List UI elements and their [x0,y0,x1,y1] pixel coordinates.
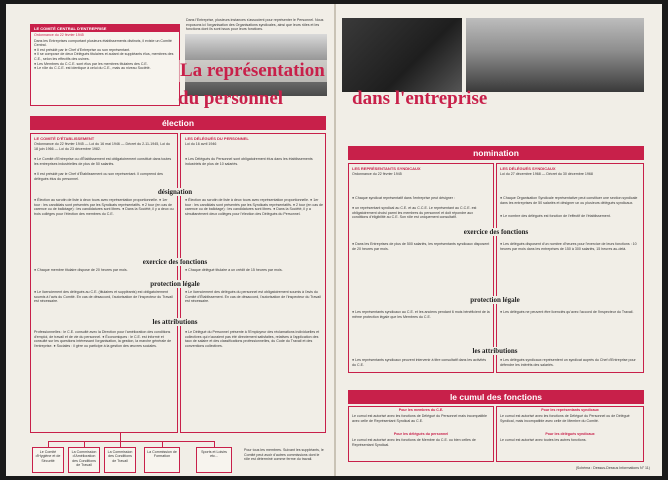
ds-exercice: ● Les délégués disposent d'un nombre d'heures pour l'exercice de leurs fonctions : 10 heures par mois dans les entreprises de 150 à 300 salariés, 15 heures au-delà. [500,242,637,251]
commission-box: Sports et Loisirs etc... [196,447,232,473]
intro-text: Dans l'Entreprise, plusieurs instances s'associent pour représenter le Personnel. Nous exposons ici l'organisation des Organisations syndicales, ainsi que leurs rôles et les fonctions dont ils sont issus pour leurs fonctions. [186,18,324,32]
cumul-text: Le cumul est autorisé avec les fonctions de Membre du C.E. ou bien celles de Représentant Syndical. [352,438,476,447]
ce-intro: ● Le Comité d'Entreprise ou d'Établissement est obligatoirement constitué dans toutes les entreprises industrielles de plus de 50 salariés. [34,157,172,166]
ds-protection: ● Les délégués ne peuvent être licenciés qu'avec l'accord de l'inspecteur du Travail. [500,310,634,314]
cc-line: Dans les Entreprises comportant plusieurs établissements distincts, il existe un Comité Central. [34,38,172,48]
photo-dark-room [342,18,462,92]
exercice-heading: exercice des fonctions [95,258,255,266]
cc-line: ● Le rôle du C.C.E. est identique à celui du C.E., mais au niveau Société. [34,66,151,71]
cc-line: ● Il se compose de deux Délégués titulaires et autant de suppléants élus, membres des C.E., selon les effectifs des usines. [34,52,174,61]
rs-protection: ● Les représentants syndicaux au C.E. et les anciens pendant 6 mois bénéficient de la même protection légale que les Membres du C.E. [352,310,490,319]
cumul-head: Pour les membres du C.E. [398,408,444,412]
rs-p2: ● un représentant syndical au C.E. et au C.C.E. Le représentant au C.C.E. est obligatoirement choisi parmi les membres du personnel et doit répondre aux conditions d'éligibilité au C.E. Son rôle est uniquement consultatif. [352,206,477,220]
ds-ordinance: Loi du 27 décembre 1968 — Décret du 30 décembre 1968 [500,172,593,176]
rs-exercice: ● Dans les Entreprises de plus de 500 salariés, les représentants syndicaux disposent de 20 heures par mois. [352,242,490,251]
page-gutter [334,4,336,476]
ce-p2: ● Il est présidé par le Chef d'Établissement ou son représentant. Il comprend des délégués élus du personnel. [34,172,163,181]
ds-attributions: ● Les délégués syndicaux représentent un syndicat auprès du Chef d'Entreprise pour défendre les intérêts des salariés. [500,358,636,367]
dp-intro: ● Les Délégués du Personnel sont obligatoirement élus dans les établissements industriels de plus de 10 salariés. [185,157,313,166]
title-line-2: du personnel [178,88,284,109]
dp-attributions: ● Le Délégué du Personnel présente à l'Employeur des réclamations individuelles et collectives qui n'auraient pas été directement satisfaites, relatives à l'application des taux de salaire et des classifications professionnelles, du Code du Travail et des conventions collectives. [185,330,320,348]
dp-ordinance: Loi du 16 avril 1946 [185,142,217,146]
cc-line: ● Il est présidé par le Chef d'Entreprise ou son représentant. [34,47,131,52]
cc-title: LE COMITÉ CENTRAL D'ENTREPRISE [31,25,179,32]
rs-title: LES REPRÉSENTANTS SYNDICAUX [352,166,421,171]
dp-protection: ● Le licenciement des délégués du personnel est obligatoirement soumis à l'avis du Comité d'Établissement. En cas de désaccord, l'autorisation de l'inspecteur du Travail est nécessaire. [185,290,321,304]
cc-line: ● Les Membres du C.C.E. sont élus par les membres titulaires des C.E. [34,61,148,66]
ds-column [496,163,644,373]
ce-ordinance: Ordonnance du 22 février 1945 — Loi du 16 mai 1946 — Décret du 2-11-1945, Loi du 18 juin 1966 — Loi du 23 décembre 1982. [34,142,170,151]
commission-box: La Commission de Formation [144,447,180,473]
ce-protection: ● Le licenciement des délégués au C.E. (titulaires et suppléants) est obligatoirement soumis à l'avis du Comité. En cas de désaccord, l'autorisation de l'inspecteur du Travail est nécessaire. [34,290,173,304]
cc-box [30,24,180,106]
cumul-head: Pour les représentants syndicaux [541,408,599,412]
rs-attributions: ● Les représentants syndicaux peuvent intervenir à titre consultatif dans les activités du C.E. [352,358,487,367]
cumul-text: Le cumul est autorisé avec les fonctions de Délégué du Personnel ou de Délégué Syndical, mais incompatible avec celle de Membre du Comité. [500,414,630,423]
commission-box: La Commission des Conditions de Travail [104,447,136,473]
attributions-heading: les attributions [100,318,250,326]
title-right: dans l'entreprise [352,88,488,109]
commission-box: La Commission d'Amélioration des Conditions de Travail [68,447,100,473]
cumul-head: Pour les délégués syndicaux [545,432,595,436]
ds-title: LES DÉLÉGUÉS SYNDICAUX [500,166,556,171]
chart-branch [48,441,214,442]
ds-p2: ● Le nombre des délégués est fonction de l'effectif de l'établissement. [500,214,611,218]
rs-column [348,163,494,373]
protection-heading-right: protection légale [420,296,570,304]
cc-ordinance: Ordonnance du 22 février 1945 [34,33,84,37]
ds-p1: ● Chaque Organisation Syndicale représentative peut constituer une section syndicale dans les entreprises de 50 salariés et désigner un ou plusieurs délégués syndicaux. [500,196,638,205]
ce-title: LE COMITÉ D'ÉTABLISSEMENT [34,136,95,141]
election-header: élection [30,116,326,130]
nomination-header: nomination [348,146,644,160]
page-footer: (Schéma : Dessus-Dessus Informations N° 11) [575,466,650,470]
photo-meeting [466,18,644,92]
chart-trunk [120,433,121,441]
ce-exercice: ● Chaque membre titulaire dispose de 20 heures par mois. [34,268,128,272]
dp-title: LES DÉLÉGUÉS DU PERSONNEL [185,136,249,141]
dp-exercice: ● Chaque délégué titulaire a un crédit de 15 heures par mois. [185,268,283,272]
exercice-heading-right: exercice des fonctions [416,228,576,236]
dp-designation: ● Élection au scrutin de liste à deux tours avec représentation proportionnelle. ● 1er tour : les candidats sont présentés par les Syndicats représentatifs. ● 2 tour (en cas de carence ou de ballotage) : les candidatures sont libres. ● Dans la Société, il y a simultanément deux collèges pour l'élection des Délégués du Personnel. [185,198,324,216]
commission-box: Le Comité d'Hygiène et de Sécurité [32,447,64,473]
rs-ordinance: Ordonnance du 22 février 1945 [352,172,402,176]
attributions-heading-right: les attributions [420,347,570,355]
rs-p1: ● Chaque syndicat représentatif dans l'entreprise peut désigner : [352,196,455,200]
protection-heading: protection légale [100,280,250,288]
ce-designation: ● Élection au scrutin de liste à deux tours avec représentation proportionnelle. ● 1er tour : les candidats sont présentés par les Syndicats représentatifs. ● 2 tour (en cas de carence ou de ballotage) : les candidatures sont libres. ● Dans la Société, il y a deux ou trois collèges pour l'élection des membres du C.E. [34,198,174,216]
cumul-header: le cumul des fonctions [348,390,644,404]
title-line-1: La représentation [180,60,325,81]
cumul-head: Pour les délégués du personnel [393,432,449,436]
cumul-text: Le cumul est autorisé avec les fonctions de Délégué du Personnel mais incompatible avec celle de Représentant Syndical au C.E. [352,414,488,423]
designation-heading: désignation [100,188,250,196]
ce-attributions: Professionnelles : le C.E. consulté avec la Direction pour l'amélioration des conditions d'emploi, de travail et de vie du personnel. ● Économiques : le C.E. est informé et consulté sur les questions intéressant l'organisation, la gestion, la marche générale de l'entreprise. ● Sociales : il gère ou participe à la gestion des œuvres sociales. [34,330,172,348]
cumul-text: Le cumul est autorisé avec toutes les autres fonctions. [500,438,587,442]
footer-note: Pour tous les membres. Suivant les suppléants, le Comité peut avoir d'autres commissions dont le rôle est déterminé comme ferme du travail. [244,448,324,462]
